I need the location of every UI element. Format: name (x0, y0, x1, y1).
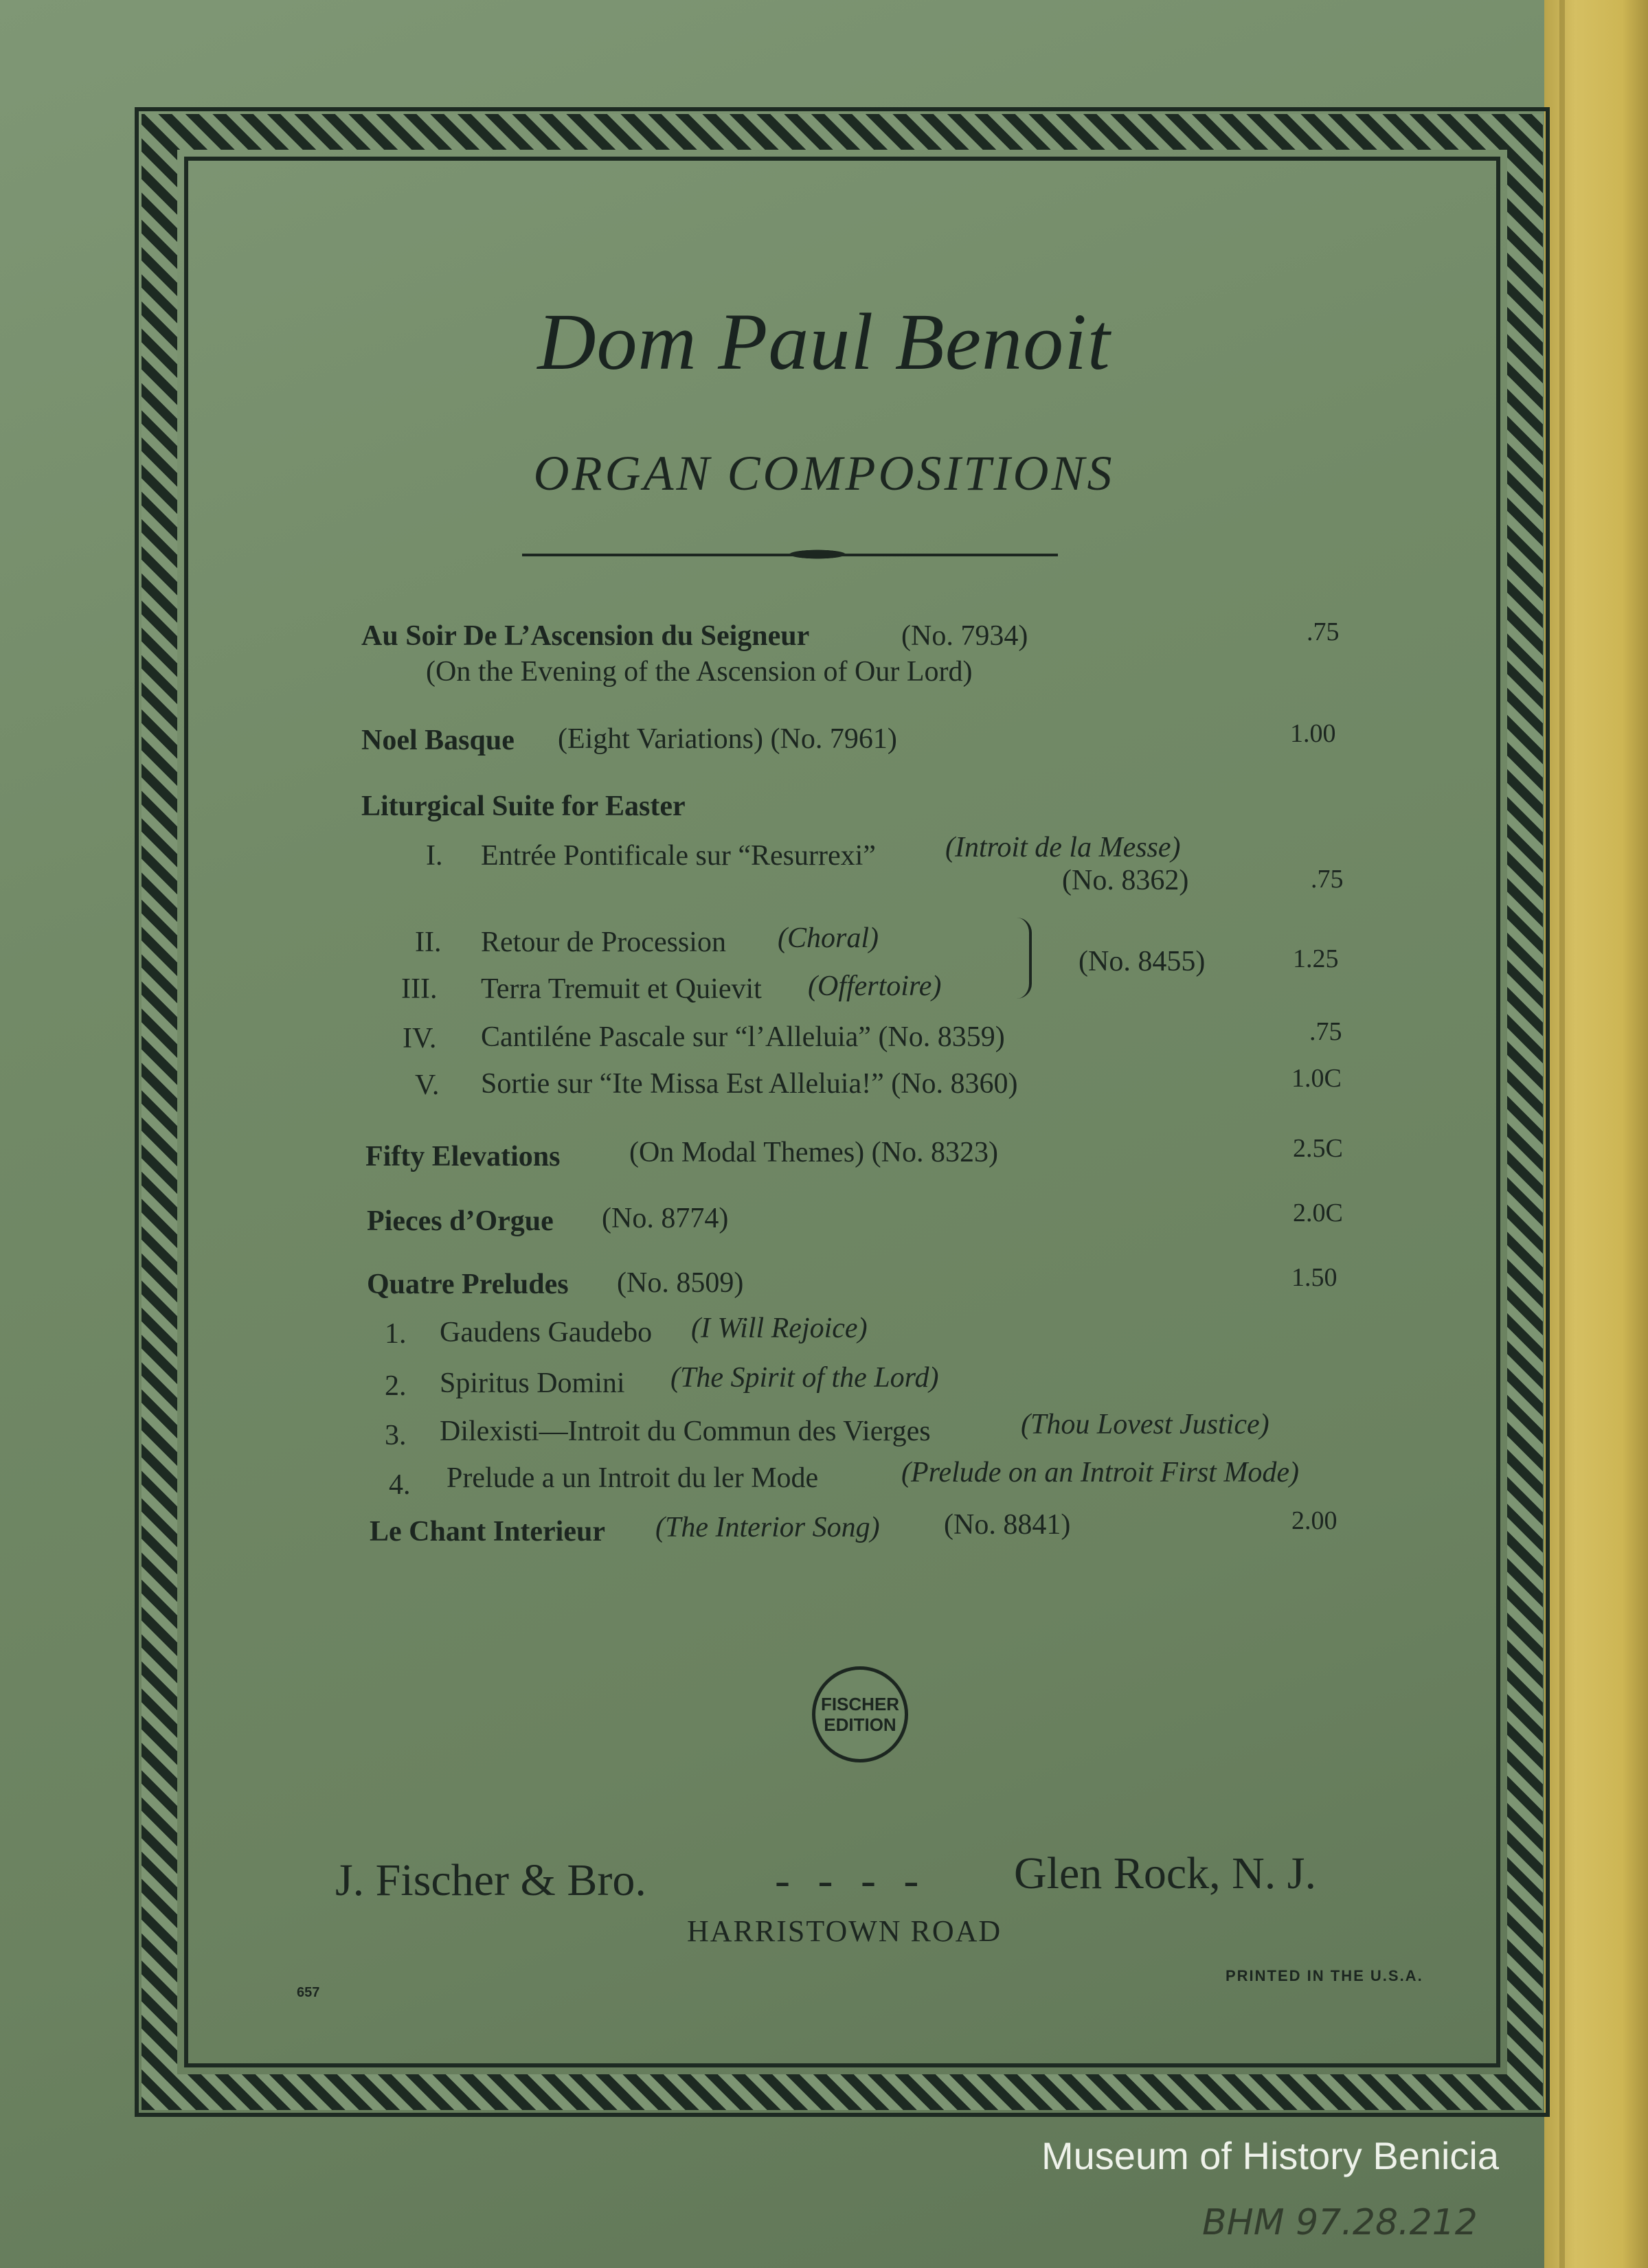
item-price: 2.5C (1293, 1134, 1343, 1163)
item-text: Prelude a un Introit du ler Mode (447, 1462, 819, 1494)
item-italic: (Choral) (778, 922, 879, 954)
publisher: J. Fischer & Bro. (335, 1855, 646, 1905)
item-title: Quatre Preludes (367, 1269, 569, 1300)
inner-border (184, 157, 1500, 2067)
item-num: V. (415, 1069, 440, 1101)
item-title: Fifty Elevations (365, 1141, 561, 1172)
item-text: Entrée Pontificale sur “Resurrexi” (481, 840, 876, 872)
item-detail: (Eight Variations) (No. 7961) (558, 723, 897, 755)
item-text: Retour de Procession (481, 927, 726, 958)
item-title: Pieces d’Orgue (367, 1205, 554, 1237)
item-num: 3. (385, 1420, 407, 1451)
plate-number: 657 (297, 1985, 320, 2000)
item-price: 1.00 (1290, 719, 1336, 748)
item-num: 4. (389, 1469, 411, 1501)
item-title: Liturgical Suite for Easter (361, 791, 686, 822)
item-price: 2.00 (1291, 1506, 1337, 1535)
item-text: Gaudens Gaudebo (440, 1317, 653, 1348)
item-detail: (No. 8509) (617, 1267, 744, 1299)
item-subtitle: (On the Evening of the Ascension of Our Lord) (426, 656, 973, 688)
composer-title: Dom Paul Benoit (537, 297, 1111, 387)
item-price: .75 (1311, 865, 1344, 894)
item-price: 1.50 (1291, 1263, 1337, 1292)
item-detail: (No. 8774) (602, 1203, 729, 1234)
item-italic: (Prelude on an Introit First Mode) (901, 1457, 1299, 1488)
item-detail: (On Modal Themes) (No. 8323) (629, 1137, 998, 1168)
street: HARRISTOWN ROAD (687, 1914, 1002, 1948)
item-num: IV. (403, 1023, 437, 1054)
item-price: 2.0C (1293, 1199, 1343, 1227)
catalog-number: BHM 97.28.212 (1202, 2202, 1478, 2243)
item-text: Spiritus Domini (440, 1368, 625, 1399)
item-text: Terra Tremuit et Quievit (481, 973, 762, 1005)
item-num: I. (426, 840, 443, 872)
printed-in: PRINTED IN THE U.S.A. (1226, 1967, 1423, 1984)
item-text: Dilexisti—Introit du Commun des Vierges (440, 1416, 931, 1447)
heading: ORGAN COMPOSITIONS (533, 446, 1115, 501)
item-text: Sortie sur “Ite Missa Est Alleluia!” (No. 8360) (481, 1068, 1018, 1100)
item-title: Le Chant Interieur (370, 1516, 605, 1547)
item-num: 1. (385, 1318, 407, 1350)
fischer-edition-logo (812, 1666, 908, 1762)
dashes: - - - - (775, 1855, 927, 1905)
item-title: Noel Basque (361, 725, 515, 756)
item-number: (No. 7934) (901, 620, 1028, 652)
city: Glen Rock, N. J. (1014, 1848, 1316, 1898)
item-italic: (Offertoire) (808, 971, 942, 1002)
item-title: Au Soir De L’Ascension du Seigneur (361, 620, 810, 652)
item-price: .75 (1309, 1017, 1342, 1046)
item-italic: (I Will Rejoice) (691, 1313, 868, 1344)
museum-watermark: Museum of History Benicia (1041, 2134, 1500, 2177)
group-detail: (No. 8455) (1079, 946, 1206, 977)
item-italic: (The Spirit of the Lord) (670, 1362, 939, 1394)
rule-ornament (769, 547, 866, 562)
item-price: 1.25 (1293, 944, 1339, 973)
logo-line: EDITION (824, 1714, 896, 1735)
item-italic: (Thou Lovest Justice) (1021, 1409, 1269, 1440)
item-num: 2. (385, 1370, 407, 1402)
item-detail: (No. 8362) (1062, 865, 1189, 896)
logo-line: FISCHER (820, 1694, 900, 1714)
item-italic: (The Interior Song) (655, 1512, 880, 1543)
item-price: 1.0C (1291, 1064, 1342, 1093)
item-price: .75 (1307, 617, 1340, 646)
item-text: Cantiléne Pascale sur “l’Alleluia” (No. 8359) (481, 1021, 1005, 1053)
item-num: III. (401, 973, 438, 1005)
item-num: II. (415, 927, 442, 958)
item-italic: (Introit de la Messe) (945, 832, 1181, 863)
item-detail: (No. 8841) (944, 1509, 1071, 1541)
brace (1017, 918, 1032, 999)
